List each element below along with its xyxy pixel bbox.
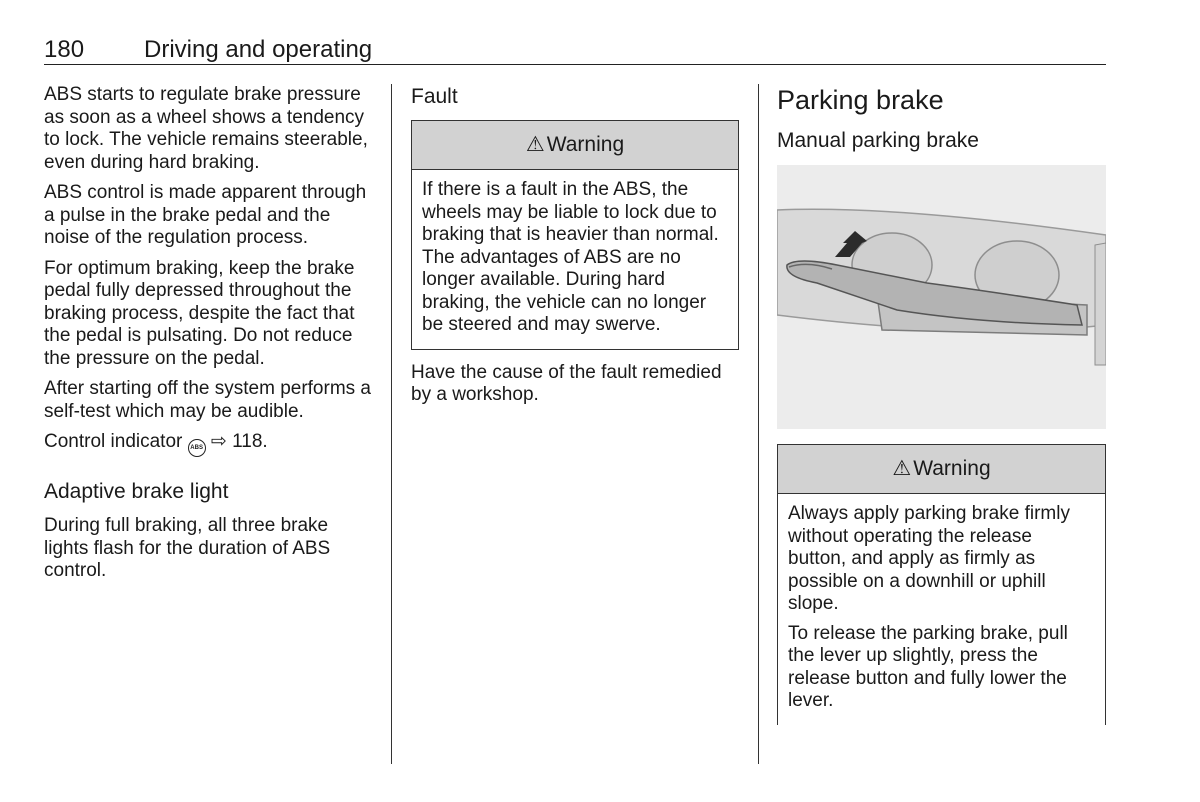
abs-regulation-paragraph: ABS starts to regulate brake pressure as soon as a wheel shows a tendency to lock. The vehicle remains steerable, even during hard braking. bbox=[44, 84, 368, 173]
warning-body-2 bbox=[778, 494, 1105, 725]
fault-warning-box bbox=[411, 120, 739, 350]
manual-parking-brake-heading: Manual parking brake bbox=[777, 129, 979, 152]
warning-text: If there is a fault in the ABS, the wheels may be liable to lock due to braking that is heavier than normal. The advantages of ABS are no longer available. During hard braking, the vehicle can no longer be steered and may swerve. bbox=[422, 179, 719, 335]
column-divider-2 bbox=[758, 84, 759, 764]
fault-remedy-paragraph: Have the cause of the fault remedied by a workshop. bbox=[411, 361, 722, 405]
warning-triangle-icon: ⚠ bbox=[892, 456, 912, 480]
column-3 bbox=[777, 84, 1106, 154]
parking-brake-warning-area bbox=[777, 444, 1106, 725]
abs-indicator-icon: ABS bbox=[188, 439, 206, 457]
column-2 bbox=[411, 84, 739, 415]
parking-brake-lever-illustration bbox=[777, 165, 1106, 429]
adaptive-brake-light-heading: Adaptive brake light bbox=[44, 480, 229, 503]
page-reference-arrow-icon: ⇨ bbox=[210, 431, 227, 452]
apply-parking-brake-text: Always apply parking brake firmly without operating the release button, and apply as firmly as possible on a downhill or uphill slope. bbox=[788, 503, 1070, 614]
warning-title-2: Warning bbox=[913, 456, 991, 480]
control-indicator-line bbox=[44, 431, 376, 457]
column-divider-1 bbox=[391, 84, 392, 764]
optimum-braking-paragraph: For optimum braking, keep the brake pedal fully depressed throughout the braking process, despite the fact that the pedal is pulsating. Do not reduce the pressure on the pedal. bbox=[44, 257, 355, 369]
page-header bbox=[44, 36, 1106, 65]
release-parking-brake-text: To release the parking brake, pull the lever up slightly, press the release button and fully lower the lever. bbox=[788, 622, 1068, 711]
warning-header bbox=[412, 121, 738, 170]
parking-brake-warning-box bbox=[777, 444, 1106, 725]
abs-control-paragraph: ABS control is made apparent through a pulse in the brake pedal and the noise of the regulation process. bbox=[44, 182, 367, 248]
column-1 bbox=[44, 84, 376, 591]
warning-triangle-icon: ⚠ bbox=[525, 132, 545, 156]
parking-brake-heading: Parking brake bbox=[777, 85, 944, 115]
page-number: 180 bbox=[44, 36, 85, 63]
parking-brake-illustration-svg bbox=[777, 165, 1106, 429]
warning-body bbox=[412, 170, 738, 349]
adaptive-brake-light-paragraph: During full braking, all three brake lights flash for the duration of ABS control. bbox=[44, 515, 331, 581]
warning-header-2 bbox=[778, 445, 1105, 494]
warning-title: Warning bbox=[546, 132, 625, 156]
control-indicator-text: Control indicator bbox=[44, 431, 183, 452]
chapter-title: Driving and operating bbox=[144, 36, 373, 63]
page-reference-link[interactable]: 118. bbox=[232, 431, 268, 452]
self-test-paragraph: After starting off the system performs a self-test which may be audible. bbox=[44, 378, 371, 422]
fault-heading: Fault bbox=[411, 85, 458, 108]
